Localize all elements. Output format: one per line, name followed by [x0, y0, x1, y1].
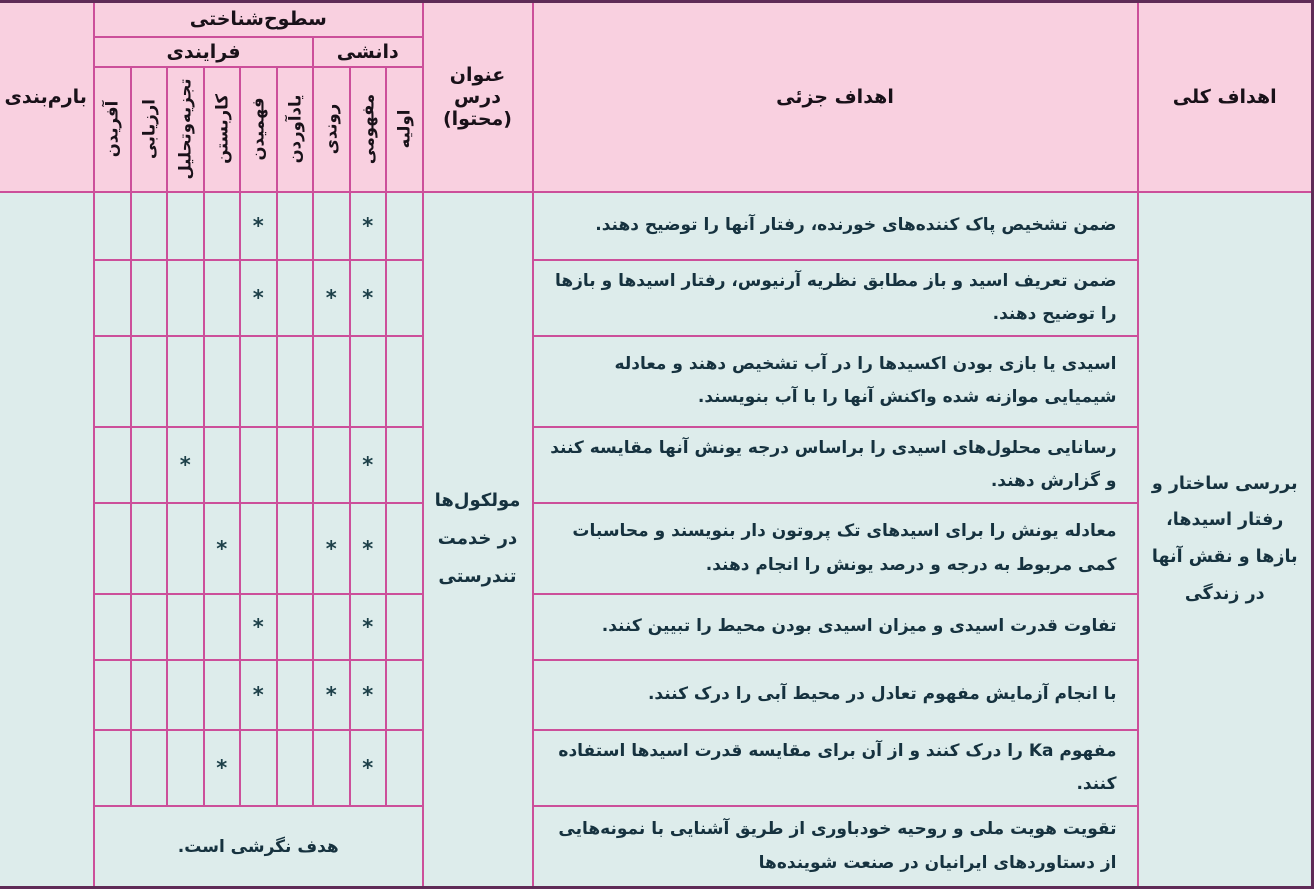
level-mark-cell [205, 336, 242, 427]
level-mark-cell [95, 594, 132, 660]
level-mark-cell [314, 427, 351, 503]
lesson-title-header: عنوان درس (محتوا) [424, 2, 534, 192]
partial-objective-cell: اسیدی یا بازی بودن اکسیدها را در آب تشخیص دهند و معادله شیمیایی موازنه شده واکنش آنها را با آب بنویسند. [534, 336, 1139, 427]
level-mark-cell: * [205, 503, 242, 594]
objective-row [0, 336, 1314, 427]
level-mark-cell [95, 260, 132, 336]
partial-objective-cell: تفاوت قدرت اسیدی و میزان اسیدی بودن محیط را تبیین کنند. [534, 594, 1139, 660]
objective-row [0, 260, 1314, 336]
level-mark-cell: * [351, 503, 388, 594]
level-mark-cell [205, 594, 242, 660]
level-mark-cell [132, 594, 169, 660]
level-mark-cell: * [351, 260, 388, 336]
level-column-understand [241, 67, 278, 192]
level-mark-cell [387, 192, 424, 260]
level-mark-cell: * [241, 594, 278, 660]
partial-objectives-header: اهداف جزئی [534, 2, 1139, 192]
level-mark-cell: * [314, 660, 351, 730]
level-mark-cell [387, 260, 424, 336]
level-mark-cell [168, 260, 205, 336]
knowledge-group-header: دانشی [314, 37, 424, 67]
level-mark-cell [205, 427, 242, 503]
objective-row [0, 427, 1314, 503]
level-mark-cell [168, 730, 205, 806]
level-mark-cell [168, 336, 205, 427]
level-column-label: آفریدن [103, 100, 123, 158]
level-mark-cell [241, 730, 278, 806]
level-mark-cell [132, 730, 169, 806]
level-mark-cell [314, 192, 351, 260]
general-objectives-header: اهداف کلی [1139, 2, 1314, 192]
level-mark-cell [387, 594, 424, 660]
objective-row [0, 503, 1314, 594]
level-mark-cell [314, 730, 351, 806]
level-column-label: یادآوردن [286, 94, 306, 164]
partial-objective-cell: ضمن تعریف اسید و باز مطابق نظریه آرنیوس، رفتار اسیدها و بازها را توضیح دهند. [534, 260, 1139, 336]
level-mark-cell [351, 336, 388, 427]
level-mark-cell [314, 336, 351, 427]
level-mark-cell: * [351, 730, 388, 806]
level-mark-cell [278, 730, 315, 806]
level-column-apply [205, 67, 242, 192]
level-mark-cell [278, 260, 315, 336]
level-mark-cell [241, 427, 278, 503]
level-mark-cell [205, 192, 242, 260]
level-mark-cell [387, 660, 424, 730]
level-mark-cell [132, 260, 169, 336]
level-mark-cell [132, 660, 169, 730]
level-column-label: روندی [322, 103, 342, 155]
level-mark-cell [95, 427, 132, 503]
cognitive-levels-group-header: سطوح‌شناختی [95, 2, 424, 37]
level-column-label: اولیه [395, 109, 415, 149]
partial-objective-cell: ضمن تشخیص پاک کننده‌های خورنده، رفتار آنها را توضیح دهند. [534, 192, 1139, 260]
level-mark-cell [278, 427, 315, 503]
level-column-label: تجزیه‌وتحلیل [176, 78, 196, 180]
level-mark-cell [95, 336, 132, 427]
level-mark-cell: * [351, 594, 388, 660]
objective-row [0, 594, 1314, 660]
level-mark-cell [387, 730, 424, 806]
level-mark-cell [278, 336, 315, 427]
level-column-remember [278, 67, 315, 192]
level-mark-cell [132, 192, 169, 260]
level-mark-cell [132, 427, 169, 503]
level-mark-cell [241, 503, 278, 594]
level-mark-cell: * [241, 260, 278, 336]
level-mark-cell [132, 336, 169, 427]
attitudinal-note-cell: هدف نگرشی است. [95, 806, 424, 887]
general-objective-cell: بررسی ساختار و رفتار اسیدها، بازها و نقش آنها در زندگی [1139, 192, 1314, 888]
scoring-header: بارم‌بندی [0, 2, 95, 192]
level-column-conceptual [351, 67, 388, 192]
level-mark-cell [95, 660, 132, 730]
level-column-label: ارزیابی [140, 99, 160, 159]
level-mark-cell [278, 503, 315, 594]
level-column-initial [387, 67, 424, 192]
level-mark-cell [314, 594, 351, 660]
objective-row [0, 192, 1314, 260]
scoring-value-cell [0, 192, 95, 888]
table-body [0, 192, 1314, 888]
level-column-label: فهمیدن [249, 97, 269, 161]
objective-row [0, 730, 1314, 806]
level-mark-cell: * [205, 730, 242, 806]
partial-objective-cell: با انجام آزمایش مفهوم تعادل در محیط آبی را درک کنند. [534, 660, 1139, 730]
partial-objective-cell: معادله یونش را برای اسیدهای تک پروتون دار بنویسند و محاسبات کمی مربوط به درجه و درصد یونش را انجام دهند. [534, 503, 1139, 594]
partial-objective-cell: رسانایی محلول‌های اسیدی را براساس درجه یونش آنها مقایسه کنند و گزارش دهند. [534, 427, 1139, 503]
level-mark-cell [168, 660, 205, 730]
objective-row [0, 660, 1314, 730]
level-mark-cell: * [241, 192, 278, 260]
level-mark-cell: * [241, 660, 278, 730]
level-mark-cell [241, 336, 278, 427]
level-mark-cell [205, 660, 242, 730]
level-column-procedural [314, 67, 351, 192]
level-mark-cell [132, 503, 169, 594]
level-mark-cell [168, 192, 205, 260]
level-mark-cell: * [168, 427, 205, 503]
table-header [0, 2, 1314, 192]
lesson-title-cell: مولکول‌ها در خدمت تندرستی [424, 192, 534, 888]
level-mark-cell [168, 503, 205, 594]
level-column-label: کاربستن [213, 94, 233, 164]
objective-row [0, 806, 1314, 887]
level-mark-cell [387, 503, 424, 594]
level-column-analyze [168, 67, 205, 192]
level-mark-cell [95, 730, 132, 806]
level-mark-cell [95, 503, 132, 594]
level-mark-cell: * [351, 192, 388, 260]
partial-objective-cell: مفهوم Ka را درک کنند و از آن برای مقایسه قدرت اسیدها استفاده کنند. [534, 730, 1139, 806]
level-mark-cell: * [314, 503, 351, 594]
level-mark-cell [387, 427, 424, 503]
level-column-label: مفهومی [359, 93, 379, 165]
level-mark-cell [168, 594, 205, 660]
level-mark-cell [278, 192, 315, 260]
level-mark-cell [95, 192, 132, 260]
level-mark-cell [278, 660, 315, 730]
process-group-header: فرایندی [95, 37, 314, 67]
level-mark-cell [278, 594, 315, 660]
level-mark-cell: * [351, 427, 388, 503]
level-mark-cell [205, 260, 242, 336]
level-mark-cell: * [351, 660, 388, 730]
level-mark-cell [387, 336, 424, 427]
level-mark-cell: * [314, 260, 351, 336]
partial-objective-cell: تقویت هویت ملی و روحیه خودباوری از طریق آشنایی با نمونه‌هایی از دستاوردهای ایرانیان در صنعت شوینده‌ها [534, 806, 1139, 887]
level-column-evaluate [132, 67, 169, 192]
level-column-create [95, 67, 132, 192]
